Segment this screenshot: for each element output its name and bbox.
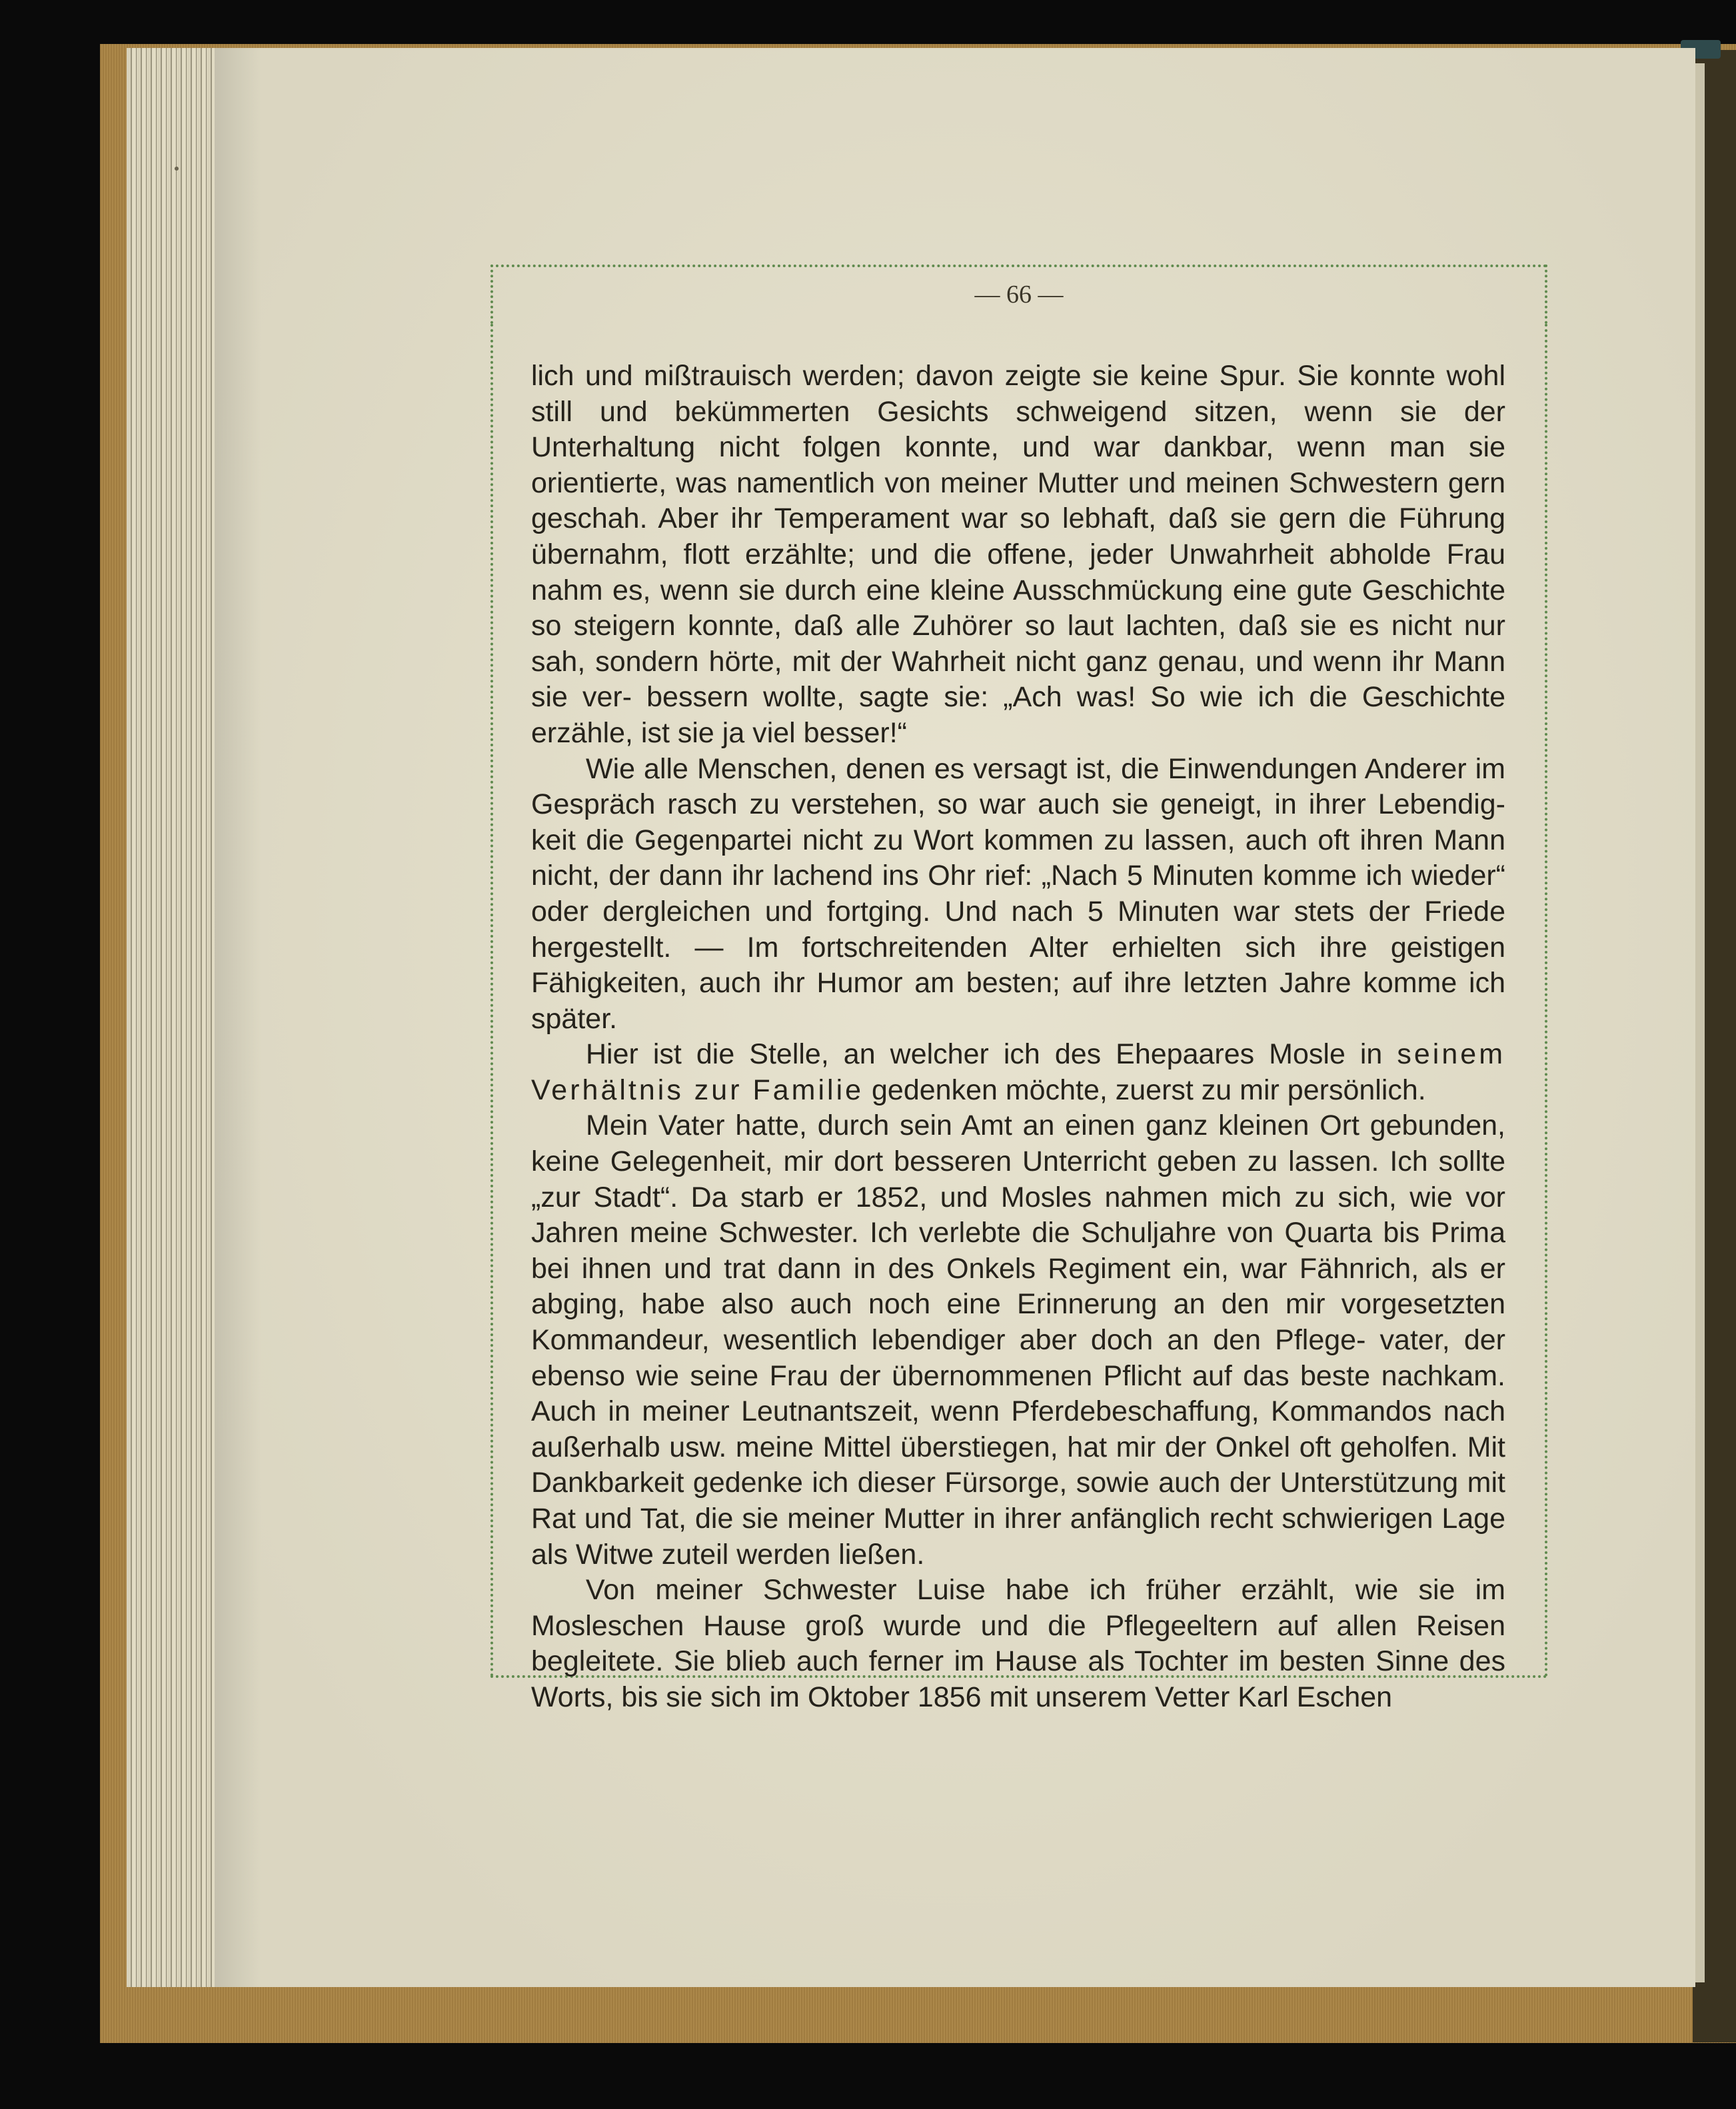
paragraph [531,1037,1505,1108]
paper-spot [175,167,179,171]
paragraph-text: Hier ist die Stelle, an welcher ich des Ehepaares Mosle in [586,1038,1383,1071]
paragraph: Mein Vater hatte, durch sein Amt an einen ganz kleinen Ort gebunden, keine Gelegenheit, mir dort besseren Unterricht geben zu lassen. Ich sollte „zur Stadt“. Da starb er 1852, und Mosles nahmen mich zu sich, wie vor Jahren meine Schwester. Ich verlebte die Schuljahre von Quarta bis Prima bei ihnen und trat dann in des Onkels Regiment ein, war Fähnrich, als er abging, habe also auch noch eine Erinnerung an den mir vorgesetzten Kommandeur, wesentlich lebendiger aber doch an den Pflege- vater, der ebenso wie seine Frau der übernommenen Pflicht auf das beste nachkam. Auch in meiner Leutnantszeit, wenn Pferdebeschaffung, Kommandos nach außerhalb usw. meine Mittel überstiegen, hat mir der Onkel oft geholfen. Mit Dankbarkeit gedenke ich dieser Fürsorge, sowie auch der Unterstützung mit Rat und Tat, die sie meiner Mutter in ihrer anfänglich recht schwierigen Lage als Witwe zuteil werden ließen. [531,1109,1505,1571]
paragraph: Von meiner Schwester Luise habe ich früher erzählt, wie sie im Mosleschen Hause groß wurde und die Pflegeeltern auf allen Reisen begleitete. Sie blieb auch ferner im Hause als Tochter im besten Sinne des Worts, bis sie sich im Oktober 1856 mit unserem Vetter Karl Eschen [531,1574,1505,1713]
paragraph: Wie alle Menschen, denen es versagt ist, die Einwendungen Anderer im Gespräch rasch zu verstehen, so war auch sie geneigt, in ihrer Lebendig- keit die Gegenpartei nicht zu Wort kommen zu lassen, auch oft ihren Mann nicht, der dann ihr lachend ins Ohr rief: „Nach 5 Minuten komme ich wieder“ oder dergleichen und fortging. Und nach 5 Minuten war stets der Friede hergestellt. — Im fortschreitenden Alter erhielten sich ihre geistigen Fähigkeiten, auch ihr Humor am besten; auf ihre letzten Jahre komme ich später. [531,752,1505,1035]
page-edges [127,48,220,1987]
body-text [531,358,1505,1716]
page-number: — 66 — [974,281,1064,309]
paragraph: lich und mißtrauisch werden; davon zeigte sie keine Spur. Sie konnte wohl still und bekümmerten Gesichts schweigend sitzen, wenn sie der Unterhaltung nicht folgen konnte, und war dankbar, wenn man sie orientierte, was namentlich von meiner Mutter und meinen Schwestern gern geschah. Aber ihr Temperament war so lebhaft, daß sie gern die Führung übernahm, flott erzählte; und die offene, jeder Unwahrheit abholde Frau nahm es, wenn sie durch eine kleine Ausschmückung eine gute Geschichte so steigern konnte, daß alle Zuhörer so laut lachten, daß sie es nicht nur sah, sondern hörte, mit der Wahrheit nicht ganz genau, und wenn ihr Mann sie ver- bessern wollte, sagte sie: „Ach was! So wie ich die Geschichte erzähle, ist sie ja viel besser!“ [531,360,1505,749]
emphasized-text: seinem Verhältnis zur Familie [531,1038,1506,1106]
paragraph-text: gedenken möchte, zuerst zu mir persönlich. [872,1073,1426,1106]
